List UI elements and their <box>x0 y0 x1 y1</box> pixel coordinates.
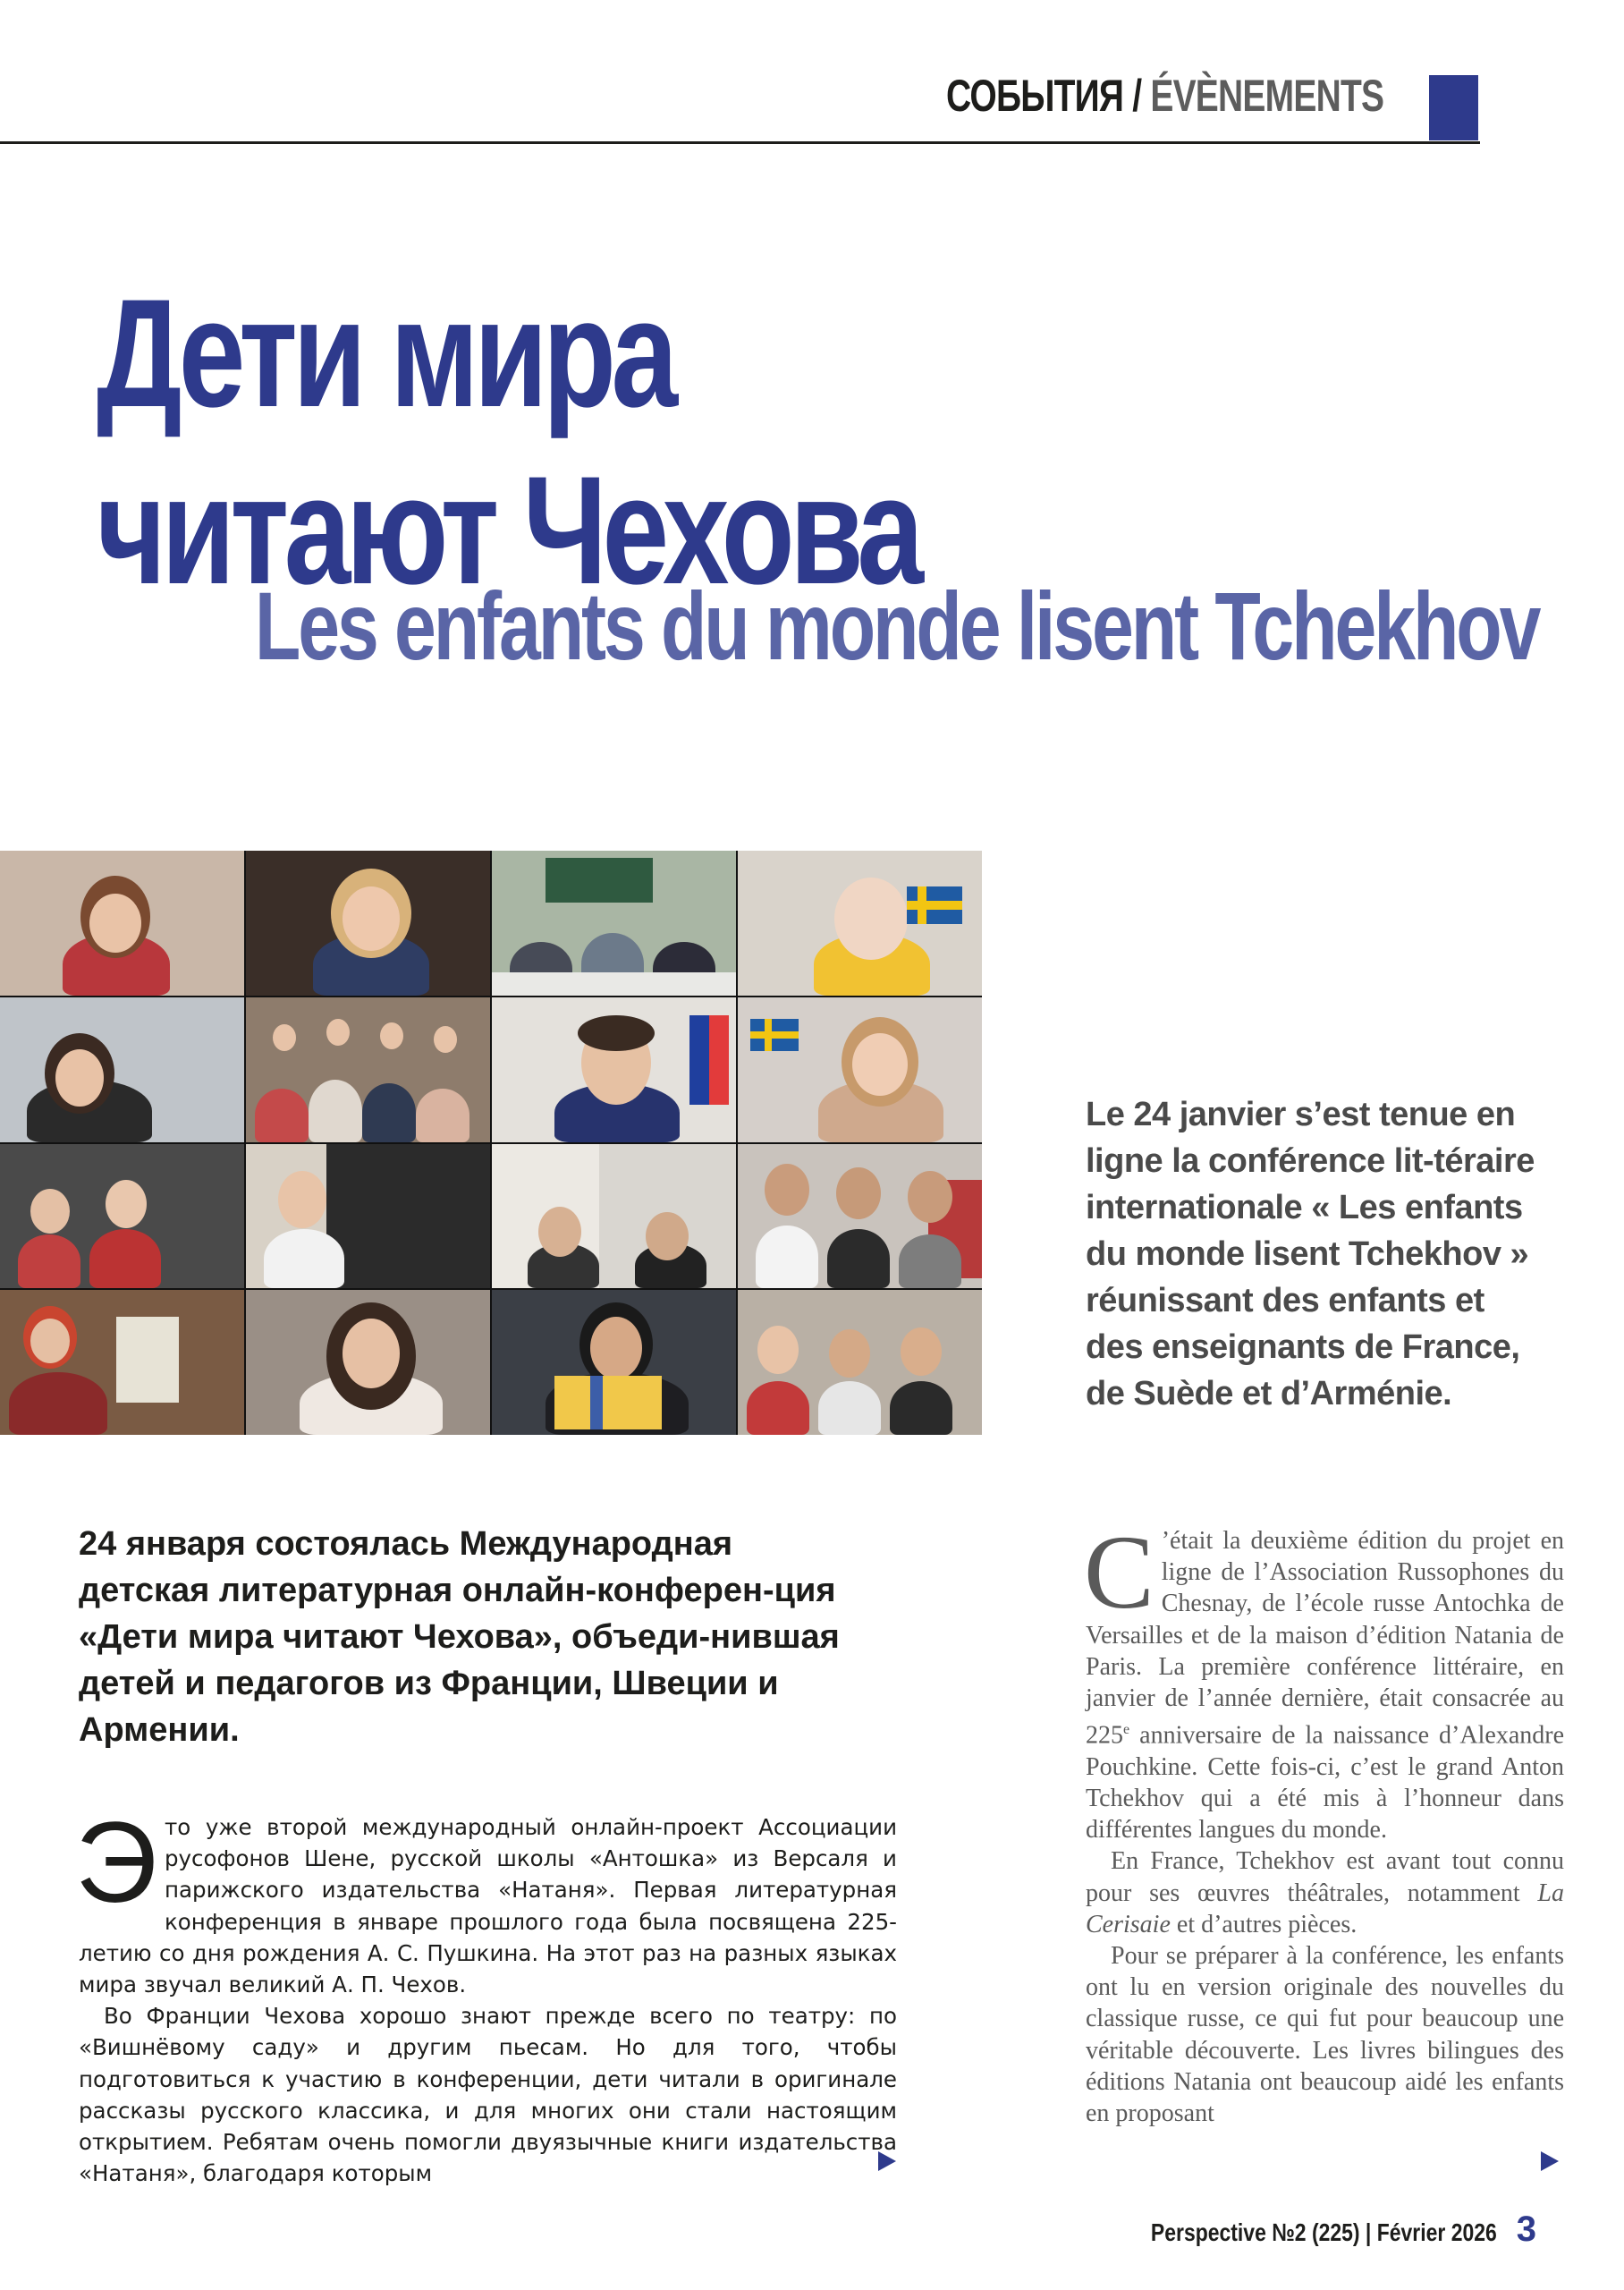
photo-tile <box>738 997 982 1142</box>
magazine-issue: Perspective №2 (225) | Février 2026 <box>1150 2218 1497 2246</box>
photo-tile <box>0 997 244 1142</box>
play-title: La Cerisaie <box>1086 1879 1564 1938</box>
photo-tile <box>738 1290 982 1435</box>
article-body-fr <box>1084 1514 1564 2129</box>
photo-tile <box>246 997 490 1142</box>
dropcap-fr: C <box>1084 1514 1155 1631</box>
header-rule <box>0 141 1480 144</box>
rubric-ru: СОБЫТИЯ <box>946 71 1124 121</box>
paragraph <box>1084 1514 1564 1845</box>
rubric-fr: ÉVÈNEMENTS <box>1150 71 1384 121</box>
photo-tile <box>0 1144 244 1289</box>
page-number: 3 <box>1516 2209 1536 2249</box>
title-ru-line1: Дети мира <box>97 267 673 439</box>
photo-tile <box>246 851 490 996</box>
page-footer <box>1075 2209 1536 2252</box>
title-fr: Les enfants du monde lisent Tchekhov <box>254 572 1538 680</box>
paragraph-text-end: anniversaire de la naissance d’Alexandre Pouchkine. Cette fois-ci, c’est le grand Anton Tchekhov qui a été mis à l’honneur dans différentes langues du monde. <box>1086 1721 1564 1845</box>
continue-arrow-icon <box>1541 2151 1559 2171</box>
paragraph-text-end: et d’autres pièces. <box>1170 1910 1358 1938</box>
section-rubric <box>946 66 1383 125</box>
photo-tile <box>0 851 244 996</box>
photo-tile <box>492 1290 736 1435</box>
paragraph <box>75 1799 897 2000</box>
lead-ru: 24 января состоялась Международная детская литературная онлайн-конферен-ция «Дети мира читают Чехова», объеди-нившая детей и педагогов из Франции, Швеции и Армении. <box>79 1525 840 1749</box>
video-conference-collage <box>0 851 982 1435</box>
photo-tile <box>738 1144 982 1289</box>
photo-tile <box>492 1144 736 1289</box>
rubric-accent-square <box>1429 75 1478 140</box>
photo-tile <box>738 851 982 996</box>
lead-fr: Le 24 janvier s’est tenue en ligne la conférence lit-téraire internationale « Les enfants du monde lisent Tchekhov » réunissant des enfants et des enseignants de France, de Suède et d’Arménie. <box>1086 1096 1535 1412</box>
paragraph-text: En France, Tchekhov est avant tout connu pour ses œuvres théâtrales, notamment <box>1086 1847 1564 1907</box>
paragraph-text: ’était la deuxième édition du projet en ligne de l’Association Russophones du Chesnay, de l’école russe Antochka de Versailles et de la maison d’édition Natania de Paris. La première conférence littéraire, en janvier de l’année dernière, était consacrée au 225 <box>1086 1527 1564 1750</box>
continue-arrow-icon <box>878 2151 896 2171</box>
photo-tile <box>246 1144 490 1289</box>
title-ru-line2: читают Чехова <box>97 445 919 616</box>
paragraph-text: то уже второй международный онлайн-проект Ассоциации русофонов Шене, русской школы «Антошка» из Версаля и парижского издательства «Натаня». Первая литературная конференция в январе прошлого года была посвящена 225-летию со дня рождения А. С. Пушкина. На этот раз на разных языках мира звучал великий А. П. Чехов. <box>79 1814 897 1998</box>
title-ru <box>97 265 919 619</box>
paragraph <box>1086 1845 1564 1940</box>
paragraph: Во Франции Чехова хорошо знают прежде всего по театру: по «Вишнёвому саду» и другим пьесам. Но для того, чтобы подготовиться к участию в конференции, дети читали в оригинале рассказы русского классика, и для многих они стали настоящим открытием. Ребятам очень помогли двуязычные книги издательства «Натаня», благодаря которым <box>79 2003 897 2187</box>
photo-tile <box>0 1290 244 1435</box>
photo-tile <box>492 851 736 996</box>
rubric-separator: / <box>1123 71 1151 121</box>
photo-tile <box>492 997 736 1142</box>
article-body-ru <box>75 1799 897 2189</box>
dropcap-ru: Э <box>75 1799 157 1927</box>
paragraph: Pour se préparer à la conférence, les enfants ont lu en version originale des nouvelles du classique russe, ce qui fut pour beaucoup une véritable découverte. Les livres bilingues des éditions Natania ont beaucoup aidé les enfants en proposant <box>1086 1941 1564 2127</box>
photo-tile <box>246 1290 490 1435</box>
ordinal-superscript: e <box>1123 1722 1130 1738</box>
